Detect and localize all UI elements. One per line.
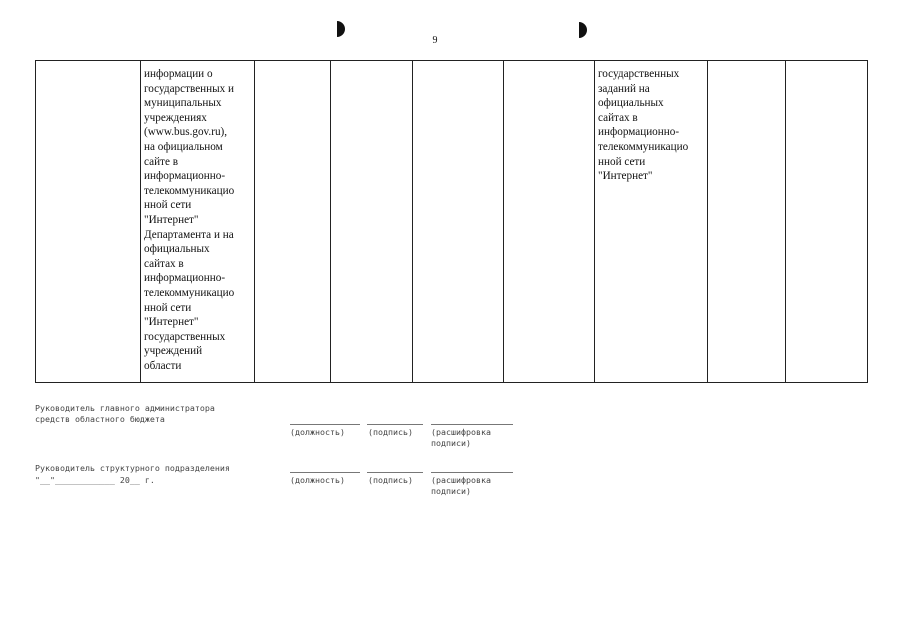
table-column-divider: [594, 61, 595, 382]
position-caption: (должность): [290, 475, 345, 485]
signature-title-line1: Руководитель структурного подразделения: [35, 463, 230, 473]
table-column-divider: [412, 61, 413, 382]
name-caption-line2: подписи): [431, 486, 471, 496]
signature-blank-line: [367, 424, 423, 425]
position-blank-line: [290, 424, 360, 425]
signature-title-line2: средств областного бюджета: [35, 414, 165, 424]
table-cell-activity: информации о государственных и муниципальных учреждениях (www.bus.gov.ru), на официальном сайте в информационно- телекоммуникацио нной сети "Интернет" Департамента и на официальных сайтах в информационно- телекоммуникацио нной сети "Интернет" государственных учреждений области: [144, 68, 235, 372]
page-number: 9: [432, 35, 438, 46]
name-caption-line2: подписи): [431, 438, 471, 448]
table-column-divider: [707, 61, 708, 382]
name-blank-line: [431, 472, 513, 473]
signature-title-line1: Руководитель главного администратора: [35, 403, 215, 413]
position-blank-line: [290, 472, 360, 473]
table-column-divider: [254, 61, 255, 382]
table-column-divider: [330, 61, 331, 382]
signature-caption: (подпись): [368, 427, 413, 437]
position-caption: (должность): [290, 427, 345, 437]
data-table: [35, 60, 868, 383]
table-column-divider: [785, 61, 786, 382]
name-caption-line1: (расшифровка: [431, 427, 491, 437]
table-column-divider: [503, 61, 504, 382]
name-caption-line1: (расшифровка: [431, 475, 491, 485]
table-column-divider: [140, 61, 141, 382]
punch-hole-mark: [337, 21, 345, 37]
punch-hole-mark: [579, 22, 587, 38]
table-cell-result: государственных заданий на официальных сайтах в информационно- телекоммуникацио нной сети "Интернет": [598, 68, 689, 183]
date-line: "__"____________ 20__ г.: [35, 475, 155, 485]
signature-caption: (подпись): [368, 475, 413, 485]
signature-blank-line: [367, 472, 423, 473]
name-blank-line: [431, 424, 513, 425]
